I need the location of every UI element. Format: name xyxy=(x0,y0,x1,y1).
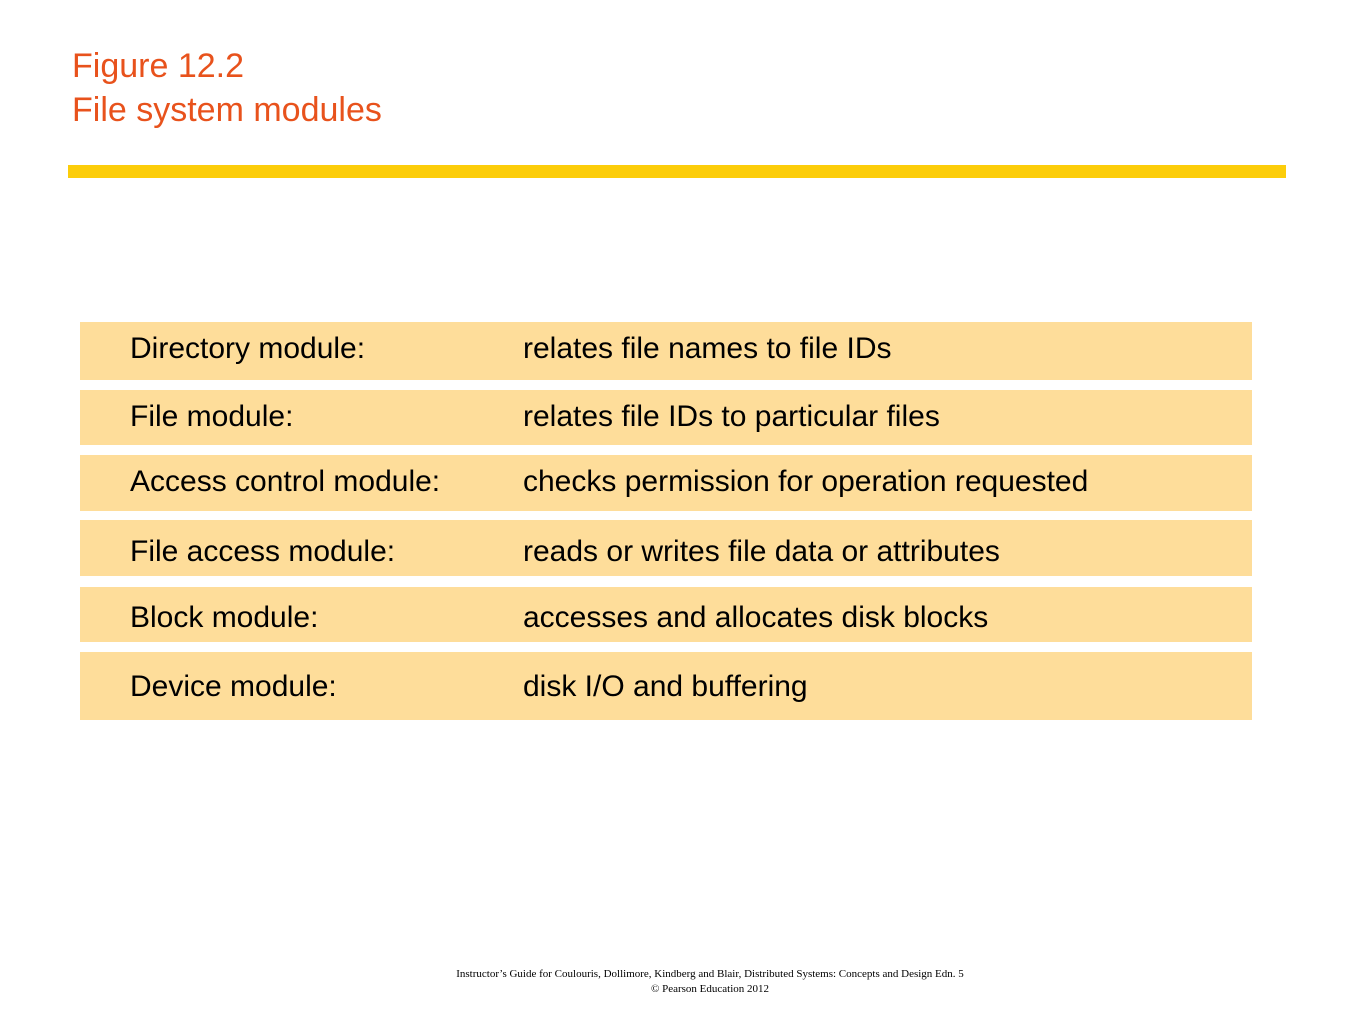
module-description: disk I/O and buffering xyxy=(523,670,808,703)
module-description: accesses and allocates disk blocks xyxy=(523,601,989,634)
module-name: Device module: xyxy=(130,670,337,703)
module-description: checks permission for operation requested xyxy=(523,465,1089,498)
footer-copyright: © Pearson Education 2012 xyxy=(650,983,770,995)
footer-citation: Instructor’s Guide for Coulouris, Dollimore, Kindberg and Blair, Distributed Systems: Concepts and Design Edn. 5 xyxy=(456,968,964,980)
module-name: Access control module: xyxy=(130,465,441,498)
module-description: relates file IDs to particular files xyxy=(523,400,940,433)
module-name: File access module: xyxy=(130,535,396,568)
title-divider xyxy=(68,165,1286,178)
module-name: Block module: xyxy=(130,601,319,634)
figure-number: Figure 12.2 xyxy=(72,47,244,85)
module-description: reads or writes file data or attributes xyxy=(523,535,1000,568)
module-name: Directory module: xyxy=(130,332,366,365)
module-description: relates file names to file IDs xyxy=(523,332,892,365)
module-row-directory xyxy=(80,322,1252,380)
module-name: File module: xyxy=(130,400,294,433)
slide-footer xyxy=(0,967,1365,997)
module-row-access-control xyxy=(80,455,1252,511)
figure-title xyxy=(72,44,382,132)
module-row-file-access xyxy=(80,520,1252,576)
module-row-block xyxy=(80,587,1252,642)
module-row-file xyxy=(80,390,1252,445)
module-row-device xyxy=(80,652,1252,720)
figure-caption: File system modules xyxy=(72,91,382,129)
